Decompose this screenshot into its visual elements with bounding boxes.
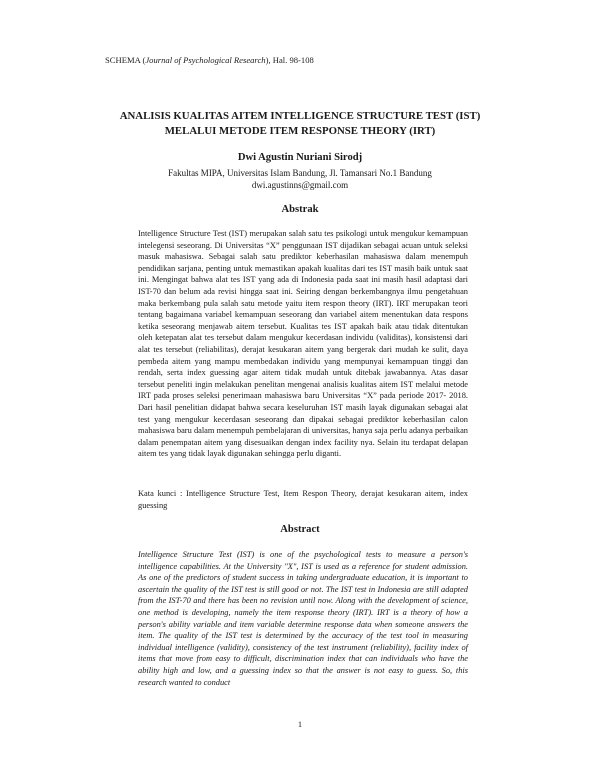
- abstract-body: Intelligence Structure Test (IST) is one of the psychological tests to measure a person's intelligence capabilities. At the University "X", IST is used as a reference for student admission. As one of the predictors of student success in taking undergraduate education, it is important to ascertain the quality of the IST test is still good or not. The IST test in Indonesia are still adapted from the IST-70 and there has been no revision until now. Along with the development of science, one method is developing, namely the item response theory (IRT). IRT is a theory of how a person's ability variable and item variable determine response data when someone answers the item. The quality of the IST test is determined by the accuracy of the test tool in measuring individual intelligence (validity), consistency of the test instrument (reliability), facility index of items that move from easy to difficult, discrimination index that can individuals who have the ability high and low, and a guessing index so that the answer is not easy to guess. So, this research wanted to conduct: [138, 550, 468, 687]
- author-name: Dwi Agustin Nuriani Sirodj: [237, 152, 363, 163]
- keywords: Kata kunci : Intelligence Structure Test, Item Respon Theory, derajat kesukaran aitem, index guessing: [138, 489, 468, 510]
- abstract-heading: Abstract: [280, 524, 320, 535]
- author-block: [60, 167, 540, 191]
- author-email: dwi.agustinns@gmail.com: [251, 180, 349, 190]
- abstrak-body: Intelligence Structure Test (IST) merupakan salah satu tes psikologi untuk mengukur kemampuan intelegensi seseorang. Di Universitas “X” penggunaan IST dijadikan sebagai acuan untuk seleksi masuk mahasiswa. Sebagai salah satu prediktor keberhasilan mahasiswa dalam menempuh pendidikan sarjana, penting untuk memastikan apakah kualitas dari tes IST masih baik untuk saat ini. Mengingat bahwa alat tes IST yang ada di Indonesia pada saat ini masih hasil adaptasi dari IST-70 dan belum ada revisi hingga saat ini. Seiring dengan berkembangnya ilmu pengetahuan maka berkembang pula salah satu metode yaitu item respon theory (IRT). IRT merupakan teori tentang bagaimana variabel kemampuan seseorang dan variabel aitem menentukan data respons ketika seseorang menjawab aitem tersebut. Kualitas tes IST apakah baik atau tidak ditentukan oleh ketepatan alat tes tersebut dalam mengukur kecerdasan individu (validitas), konsistensi dari alat tes tersebut (reliabilitas), derajat kesukaran aitem yang bergerak dari mudah ke sulit, daya pembeda aitem yang mampu membedakan individu yang mempunyai kemampuan tinggi dan rendah, serta index guessing agar aitem tidak mudah untuk ditebak jawabannya. Atas dasar tersebut peneliti ingin melakukan penelitan mengenai analisis kualitas aitem IST melalui metode IRT pada proses seleksi penerimaan mahasiswa baru Universitas “X” pada periode 2017- 2018. Dari hasil penelitian didapat bahwa secara keseluruhan IST masih layak digunakan sebagai alat test yang mengukur kecerdasan seseorang dan dipakai sebagai prediktor keberhasilan calon mahasiswa baru dalam menempuh pembelajaran di universitas, hanya saja perlu adanya perbaikan dalam penempatan aitem yang disesuaikan dengan index facility nya. Selain itu terdapat delapan aitem tes yang tidak layak digunakan sehingga perlu diganti.: [138, 229, 468, 459]
- journal-suffix: ), Hal. 98-108: [265, 55, 314, 65]
- title-line-1: ANALISIS KUALITAS AITEM INTELLIGENCE STRUCTURE TEST (IST): [119, 110, 481, 122]
- title-line-2: MELALUI METODE ITEM RESPONSE THEORY (IRT): [164, 125, 436, 137]
- page-number: 1: [297, 720, 303, 729]
- abstrak-heading: Abstrak: [281, 204, 319, 215]
- journal-prefix: SCHEMA (: [105, 55, 146, 65]
- author-affiliation: Fakultas MIPA, Universitas Islam Bandung, Jl. Tamansari No.1 Bandung: [168, 168, 432, 178]
- paper-title: [60, 109, 540, 139]
- journal-name: Journal of Psychological Research: [145, 55, 266, 65]
- running-header: [105, 55, 314, 65]
